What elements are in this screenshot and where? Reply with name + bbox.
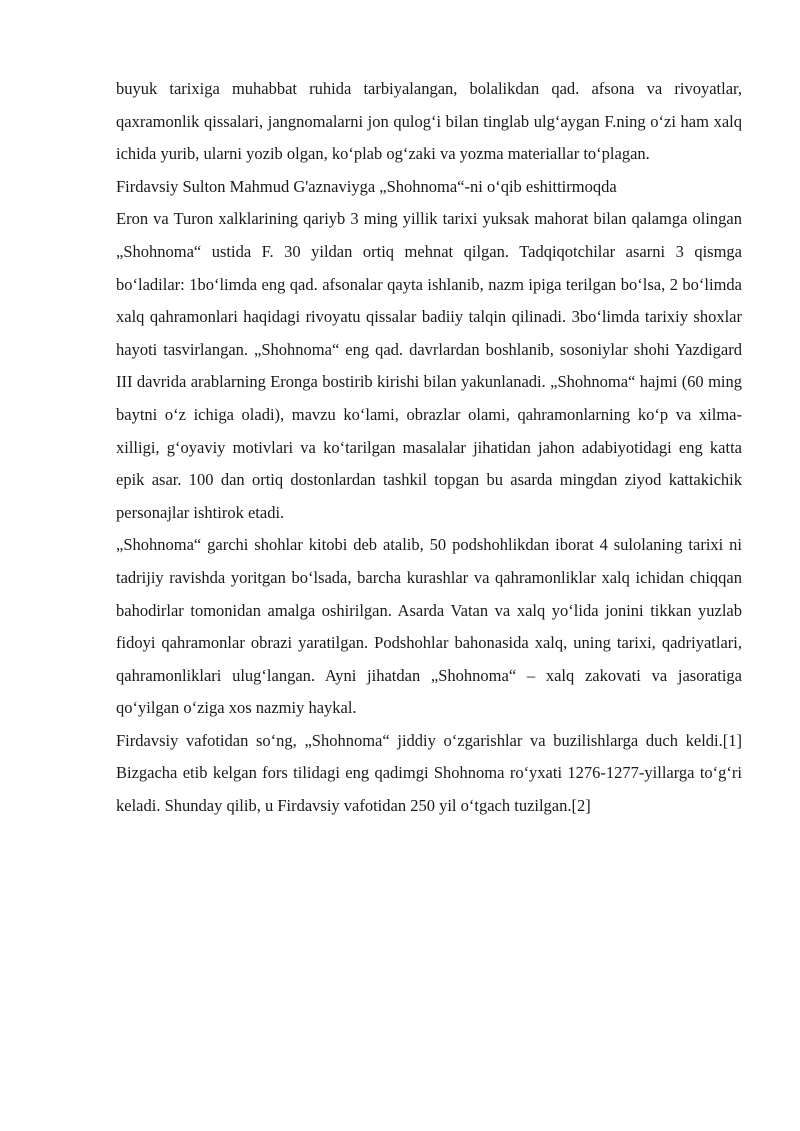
document-page [116,73,742,823]
paragraph-after-firdavsiy: Firdavsiy vafotidan so‘ng, „Shohnoma“ jiddiy o‘zgarishlar va buzilishlarga duch keldi.[1] Bizgacha etib kelgan fors tilidagi eng qadimgi Shohnoma ro‘yxati 1276-1277-yillarga to‘g‘ri keladi. Shunday qilib, u Firdavsiy vafotidan 250 yil o‘tgach tuzilgan.[2] [116,730,742,816]
image-caption: Firdavsiy Sulton Mahmud G'aznaviyga „Shohnoma“-ni o‘qib eshittirmoqda [116,176,617,196]
paragraph-shohnoma-overview: Eron va Turon xalklarining qariyb 3 ming yillik tarixi yuksak mahorat bilan qalamga olingan „Shohnoma“ ustida F. 30 yildan ortiq mehnat qilgan. Tadqiqotchilar asarni 3 qismga bo‘ladilar: 1bo‘limda eng qad. afsonalar qayta ishlanib, nazm ipiga terilgan bo‘lsa, 2 bo‘limda xalq qahramonlari haqidagi rivoyatu qissalar badiiy talqin qilinadi. 3bo‘limda tarixiy shoxlar hayoti tasvirlangan. „Shohnoma“ eng qad. davrlardan boshlanib, sosoniylar shohi Yazdigard III davrida arablarning Eronga bostirib kirishi bilan yakunlanadi. „Shohnoma“ hajmi (60 ming baytni o‘z ichiga oladi), mavzu ko‘lami, obrazlar olami, qahramonlarning ko‘p va xilma-xilligi, g‘oyaviy motivlari va ko‘tarilgan masalalar jihatidan jahon adabiyotidagi eng katta epik asar. 100 dan ortiq dostonlardan tashkil topgan bu asarda mingdan ziyod kattakichik personajlar ishtirok etadi. [116,209,742,522]
paragraph-intro: buyuk tarixiga muhabbat ruhida tarbiyalangan, bolalikdan qad. afsona va rivoyatlar, qaxramonlik qissalari, jangnomalarni jon qulog‘i bilan tinglab ulg‘aygan F.ning o‘zi ham xalq ichida yurib, ularni yozib olgan, ko‘plab og‘zaki va yozma materiallar to‘plagan. [116,79,742,164]
paragraph-shohnoma-heroes: „Shohnoma“ garchi shohlar kitobi deb atalib, 50 podshohlikdan iborat 4 sulolaning tarixi ni tadrijiy ravishda yoritgan bo‘lsada, barcha kurashlar va qahramonliklar xalq ichidan chiqqan bahodirlar tomonidan amalga oshirilgan. Asarda Vatan va xalq yo‘lida jonini tikkan yuzlab fidoyi qahramonlar obrazi yaratilgan. Podshohlar bahonasida xalq, uning tarixi, qadriyatlari, qahramonliklari ulug‘langan. Ayni jihatdan „Shohnoma“ – xalq zakovati va jasoratiga qo‘yilgan o‘ziga xos nazmiy haykal. [116,535,742,718]
